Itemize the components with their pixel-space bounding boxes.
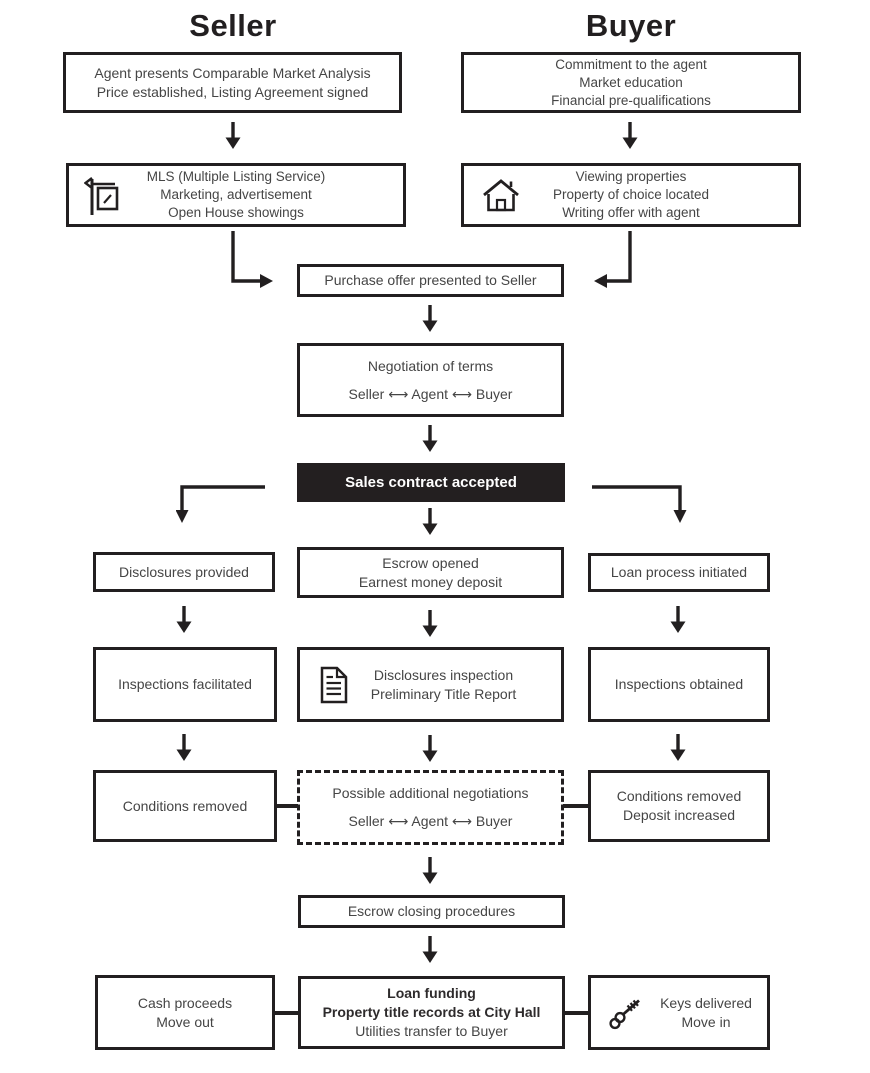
node-purchase-offer [297,264,564,297]
connector-line [563,1011,590,1015]
text-line: Earnest money deposit [358,573,503,590]
node-conditions-removed-seller [93,770,277,842]
node-escrow-opened [297,547,564,598]
node-escrow-closing [298,895,565,928]
node-buyer-commitment [461,52,801,113]
text-line: Disclosures provided [119,563,249,580]
text-line: Negotiation of terms [367,357,494,374]
text-line: Market education [579,74,683,90]
arrow-down-icon [421,610,439,638]
buyer-column-title: Buyer [585,8,677,43]
text-line: Keys delivered [660,994,752,1011]
elbow-arrow-down-left-icon [176,479,268,525]
text-line: Marketing, advertisement [160,187,312,202]
text-line: Agent presents Comparable Market Analysis [94,64,371,81]
elbow-arrow-left-icon [592,231,638,289]
text-line: Open House showings [168,205,304,220]
elbow-arrow-right-icon [230,231,276,289]
node-disclosures-provided [93,552,275,592]
arrow-down-icon [421,735,439,763]
arrow-down-icon [421,305,439,333]
negotiation-parties: Seller ⟷ Agent ⟷ Buyer [348,385,513,402]
arrow-down-icon [669,606,687,634]
arrow-down-icon [224,122,242,150]
connector-line [274,1011,300,1015]
arrow-down-icon [621,122,639,150]
text-line: Possible additional negotiations [332,785,529,801]
text-line: Move out [156,1013,214,1030]
text-line: Commitment to the agent [555,56,707,72]
text-line: Disclosures inspection [373,666,514,683]
text-line: Inspections obtained [614,676,744,692]
elbow-arrow-down-right-icon [590,479,690,525]
text-line: Deposit increased [622,807,736,823]
arrow-down-icon [669,734,687,762]
arrow-down-icon [421,936,439,964]
text-line: Financial pre-qualifications [551,92,711,108]
negotiation-parties: Seller ⟷ Agent ⟷ Buyer [348,813,513,829]
text-line: Viewing properties [575,169,687,184]
node-conditions-removed-buyer [588,770,770,842]
node-inspections-obtained [588,647,770,722]
node-sales-contract-accepted [297,463,565,502]
node-loan-process-initiated [588,553,770,592]
connector-line [563,804,589,808]
house-icon [482,178,520,212]
text-line: Preliminary Title Report [370,685,517,702]
node-seller-cma [63,52,402,113]
text-line: Loan process initiated [610,564,748,580]
key-icon [607,996,645,1030]
node-inspections-facilitated [93,647,277,722]
text-line: MLS (Multiple Listing Service) [146,169,326,184]
node-loan-funding [298,976,565,1049]
text-line: Escrow closing procedures [347,903,516,919]
text-line: Move in [681,1013,731,1030]
text-line: Sales contract accepted [345,474,517,491]
text-line: Conditions removed [122,797,248,814]
text-line: Utilities transfer to Buyer [355,1023,508,1039]
document-icon [318,666,348,704]
arrow-down-icon [421,425,439,453]
connector-line [276,804,298,808]
arrow-down-icon [421,508,439,536]
arrow-down-icon [175,734,193,762]
text-line: Cash proceeds [137,994,233,1011]
text-line: Loan funding [387,985,476,1001]
sale-sign-icon [84,175,120,215]
arrow-down-icon [421,857,439,885]
arrow-down-icon [175,606,193,634]
node-cash-proceeds [95,975,275,1050]
text-line: Conditions removed [616,788,742,804]
text-line: Property title records at City Hall [322,1004,541,1020]
text-line: Price established, Listing Agreement signed [96,83,369,100]
text-line: Writing offer with agent [562,205,700,220]
text-line: Escrow opened [382,554,479,571]
node-negotiation [297,343,564,417]
seller-column-title: Seller [189,8,277,43]
text-line: Purchase offer presented to Seller [324,272,537,288]
text-line: Property of choice located [552,187,710,202]
node-possible-additional-negotiations [297,770,564,845]
text-line: Inspections facilitated [118,676,252,692]
